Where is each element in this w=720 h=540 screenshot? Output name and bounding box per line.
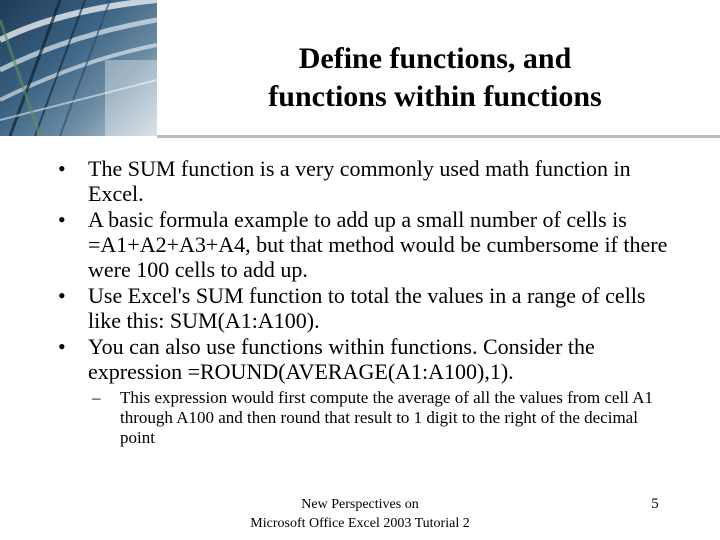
bullet-text: Use Excel's SUM function to total the values in a range of cells like this: SUM(A1:A100). (88, 283, 646, 333)
title-line-2: functions within functions (268, 80, 602, 113)
bullet-text: You can also use functions within functions. Consider the expression =ROUND(AVERAGE(A1:A100),1). (88, 334, 595, 384)
sub-bullet-list (92, 388, 662, 448)
bullet-text: The SUM function is a very commonly used math function in Excel. (88, 156, 631, 206)
bullet-item (56, 283, 676, 333)
bullet-item (56, 156, 676, 206)
header-divider (157, 135, 720, 138)
slide-title (170, 40, 700, 116)
bullet-item (56, 207, 676, 282)
corner-architecture-image (0, 0, 157, 136)
page-number: 5 (651, 496, 659, 512)
footer-line-2: Microsoft Office Excel 2003 Tutorial 2 (250, 516, 470, 531)
bullet-list (56, 156, 676, 385)
bullet-symbol: • (58, 156, 66, 181)
sub-bullet-text: This expression would first compute the average of all the values from cell A1 through A100 and then round that result to 1 digit to the right of the decimal point (120, 388, 653, 447)
bullet-symbol: • (58, 334, 66, 359)
bullet-item (56, 334, 676, 384)
bullet-symbol: • (58, 283, 66, 308)
sub-bullet-symbol: – (92, 388, 101, 407)
bullet-text: A basic formula example to add up a small number of cells is =A1+A2+A3+A4, but that method would be cumbersome if there were 100 cells to add up. (88, 207, 668, 282)
slide-footer (230, 495, 490, 533)
title-line-1: Define functions, and (298, 42, 572, 75)
footer-line-1: New Perspectives on (301, 497, 419, 512)
sub-bullet-item (92, 388, 662, 448)
architecture-graphic (0, 0, 157, 136)
bullet-symbol: • (58, 207, 66, 232)
